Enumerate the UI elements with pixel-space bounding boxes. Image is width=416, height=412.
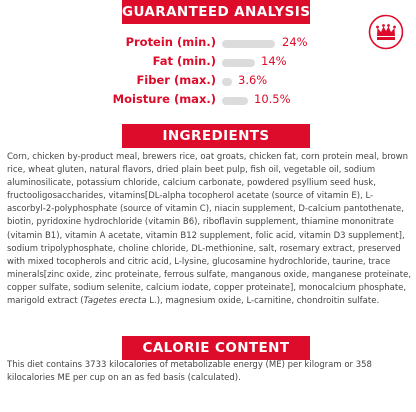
ingredients-heading: INGREDIENTS [122,124,310,148]
analysis-value: 10.5% [254,92,291,106]
analysis-bar [222,40,275,48]
analysis-label: Protein (min.) [125,35,216,49]
analysis-label: Fiber (max.) [136,73,216,87]
analysis-bar [222,59,255,67]
analysis-row-fiber [0,73,416,91]
analysis-label: Fat (min.) [152,54,216,68]
analysis-row-protein [0,35,416,53]
ingredients-text-part: L.), magnesium oxide, L-carnitine, chondroitin sulfate. [146,296,380,307]
calorie-content-heading: CALORIE CONTENT [122,336,310,360]
ingredients-text [7,151,411,308]
analysis-bar [222,78,232,86]
analysis-bar [222,97,248,105]
analysis-row-fat [0,54,416,72]
analysis-label: Moisture (max.) [112,92,216,106]
analysis-value: 3.6% [238,73,268,87]
calorie-text: This diet contains 3733 kilocalories of metabolizable energy (ME) per kilogram or 358 kilocalories ME per cup on an as fed basis (calculated). [7,360,372,383]
guaranteed-analysis-heading: GUARANTEED ANALYSIS [122,0,310,24]
ingredients-text-part: Corn, chicken by-product meal, brewers rice, oat groats, chicken fat, corn protein meal, brown rice, wheat gluten, natural flavors, dried plain beet pulp, fish oil, vegetable oil, sodium aluminosilicate, potassium chloride, calcium carbonate, powdered psyllium seed husk, fructooligosaccharides, vitamins[DL-alpha tocopherol acetate (source of vitamin E), L-ascorbyl-2-polyphosphate (source of vitamin C), niacin supplement, D-calcium pantothenate, biotin, pyridoxine hydrochloride (vitamin B6), riboflavin supplement, thiamine mononitrate (vitamin B1), vitamin A acetate, vitamin B12 supplement, folic acid, vitamin D3 supplement], sodium tripolyphosphate, choline chloride, DL-methionine, salt, rosemary extract, preserved with mixed tocopherols and citric acid, L-lysine, glucosamine hydrochloride, taurine, trace minerals[zinc oxide, zinc proteinate, ferrous sulfate, manganous oxide, manganese proteinate, copper sulfate, sodium selenite, calcium iodate, copper proteinate], monocalcium phosphate, marigold extract ( [7,152,412,307]
ingredients-italic-text: Tagetes erecta [83,296,147,307]
analysis-value: 14% [261,54,287,68]
analysis-row-moisture [0,92,416,110]
analysis-value: 24% [282,35,308,49]
